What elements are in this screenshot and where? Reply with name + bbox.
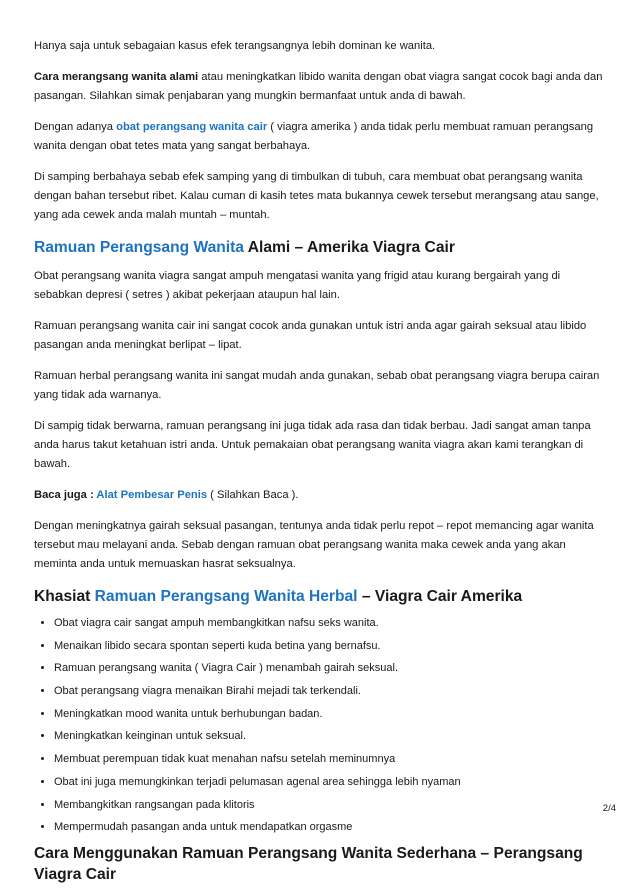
paragraph-cara-merangsang: [34, 68, 606, 106]
list-item: • Meningkatkan keinginan untuk seksual.: [54, 729, 606, 743]
paragraph-text: Dengan adanya: [34, 121, 117, 133]
paragraph-frigid: Obat perangsang wanita viagra sangat ampuh mengatasi wanita yang frigid atau kurang bergairah yang di sebabkan depresi ( setres ) akibat pekerjaan ataupun hal lain.: [34, 270, 561, 301]
paragraph-intro: Hanya saja untuk sebagaian kasus efek terangsangnya lebih dominan ke wanita.: [34, 40, 436, 52]
heading-khasiat: [34, 586, 606, 607]
paragraph-cocok: Ramuan perangsang wanita cair ini sangat cocok anda gunakan untuk istri anda agar gairah seksual atau libido pasangan anda meningkat berlipat – lipat.: [34, 320, 587, 351]
link-ramuan-perangsang-wanita[interactable]: Ramuan Perangsang Wanita: [34, 239, 244, 256]
heading-text: – Viagra Cair Amerika: [357, 588, 523, 605]
heading-ramuan-alami: [34, 237, 606, 258]
list-item: • Menaikan libido secara spontan seperti kuda betina yang bernafsu.: [54, 639, 606, 653]
heading-text: Alami – Amerika Viagra Cair: [243, 239, 455, 256]
paragraph-tidak-berwarna: Di sampig tidak berwarna, ramuan perangsang ini juga tidak ada rasa dan tidak berbau. Jadi sangat aman tanpa anda harus takut ketahuan istri anda. Untuk pemakaian obat perangsang wanita viagra akan kami terangkan di bawah.: [34, 420, 591, 470]
heading-text: Khasiat: [34, 588, 95, 605]
list-item: • Membuat perempuan tidak kuat menahan nafsu setelah meminumnya: [54, 752, 606, 766]
document-page: [34, 37, 606, 894]
list-item: • Obat viagra cair sangat ampuh membangkitkan nafsu seks wanita.: [54, 616, 606, 630]
paragraph-obat-cair: [34, 118, 606, 156]
paragraph-herbal: Ramuan herbal perangsang wanita ini sangat mudah anda gunakan, sebab obat perangsang viagra berupa cairan yang tidak ada warnanya.: [34, 370, 600, 401]
list-item: • Mempermudah pasangan anda untuk mendapatkan orgasme: [54, 820, 606, 834]
link-ramuan-perangsang-wanita-herbal[interactable]: Ramuan Perangsang Wanita Herbal: [94, 588, 358, 605]
paragraph-text: ( Silahkan Baca ).: [207, 489, 299, 501]
baca-juga-label: Baca juga :: [34, 489, 97, 501]
paragraph-gairah: Dengan meningkatnya gairah seksual pasangan, tentunya anda tidak perlu repot – repot memancing agar wanita tersebut mau melayani anda. Sebab dengan ramuan obat perangsang wanita maka cewek anda yang akan meminta anda untuk memuaskan hasrat seksualnya.: [34, 520, 594, 570]
heading-cara-menggunakan: Cara Menggunakan Ramuan Perangsang Wanita Sederhana – Perangsang Viagra Cair: [34, 845, 583, 884]
link-obat-perangsang-wanita-cair[interactable]: obat perangsang wanita cair: [116, 121, 268, 133]
list-item: • Obat ini juga memungkinkan terjadi pelumasan agenal area sehingga lebih nyaman: [54, 775, 606, 789]
paragraph-text: ( viagra amerika ) anda tidak perlu membuat ramuan perangsang wanita dengan obat tetes mata yang sangat berbahaya.: [34, 121, 594, 152]
paragraph-berbahaya: Di samping berbahaya sebab efek samping yang di timbulkan di tubuh, cara membuat obat perangsang wanita dengan bahan tersebut ribet. Kalau cuman di kasih tetes mata bukannya cewek tersebut merangsang atau sange, yang ada cewek anda malah muntah – muntah.: [34, 171, 599, 221]
page-number: 2/4: [602, 803, 616, 814]
list-item: • Ramuan perangsang wanita ( Viagra Cair ) menambah gairah seksual.: [54, 661, 606, 675]
list-item: • Membangkitkan rangsangan pada klitoris: [54, 798, 606, 812]
bold-phrase: Cara merangsang wanita alami: [34, 71, 199, 83]
list-item: • Meningkatkan mood wanita untuk berhubungan badan.: [54, 707, 606, 721]
link-alat-pembesar-penis[interactable]: Alat Pembesar Penis: [96, 489, 208, 501]
list-item: • Obat perangsang viagra menaikan Birahi mejadi tak terkendali.: [54, 684, 606, 698]
khasiat-list: [34, 616, 606, 834]
paragraph-text: atau meningkatkan libido wanita dengan obat viagra sangat cocok bagi anda dan pasangan. Silahkan simak penjabaran yang mungkin bermanfaat untuk anda di bawah.: [34, 71, 603, 102]
paragraph-baca-juga: [34, 486, 606, 505]
